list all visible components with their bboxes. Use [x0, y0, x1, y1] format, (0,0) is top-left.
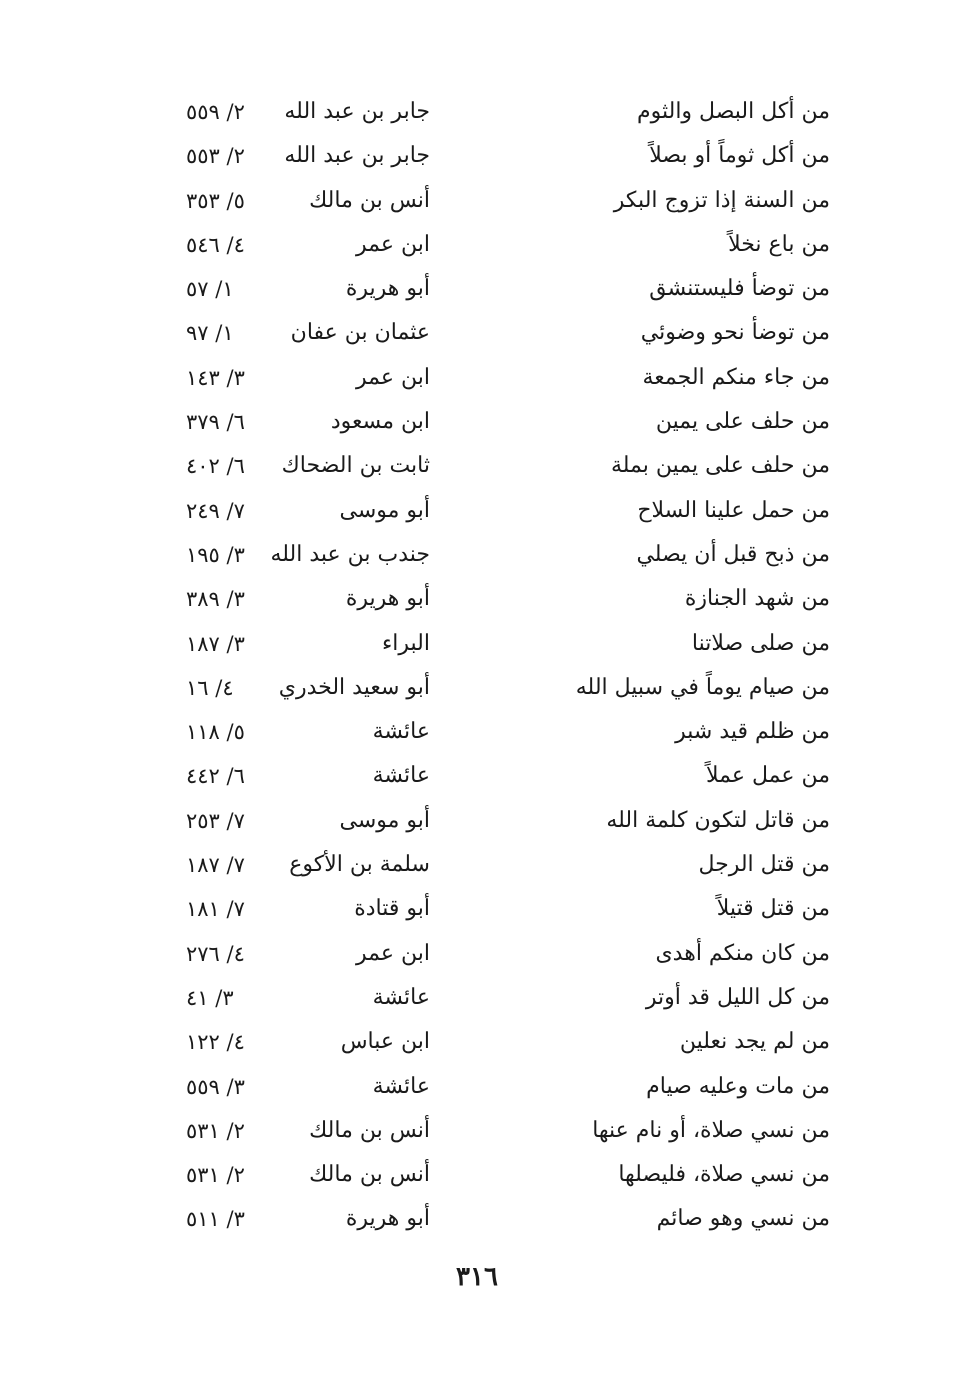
volume-page-ref: ٤/ ١٢٢	[186, 1030, 245, 1055]
narrator-name: أنس بن مالك	[309, 1117, 430, 1143]
hadith-text: من حلف على يمين بملة	[610, 453, 830, 479]
table-row	[0, 90, 954, 134]
table-row	[0, 976, 954, 1020]
narrator-name: أبو هريرة	[345, 1206, 430, 1232]
hadith-text: من نسي صلاة، فليصلها	[618, 1162, 830, 1188]
hadith-text: من صيام يوماً في سبيل الله	[575, 674, 830, 700]
table-row	[0, 799, 954, 843]
table-row	[0, 577, 954, 621]
hadith-text: من صلى صلاتنا	[691, 630, 830, 656]
volume-page-ref: ٢/ ٥٥٣	[186, 144, 245, 169]
narrator-name: عثمان بن عفان	[290, 320, 430, 346]
volume-page-ref: ٤/ ١٦	[186, 675, 234, 700]
table-row	[0, 223, 954, 267]
narrator-name: ابن عمر	[356, 364, 430, 390]
hadith-text: من عمل عملاً	[706, 763, 830, 789]
table-row	[0, 533, 954, 577]
hadith-text: من أكل ثوماً أو بصلاً	[649, 143, 830, 169]
narrator-name: أبو موسى	[339, 807, 430, 833]
hadith-text: من قاتل لتكون كلمة الله	[606, 807, 830, 833]
table-row	[0, 400, 954, 444]
narrator-name: عائشة	[372, 719, 430, 745]
table-row	[0, 887, 954, 931]
table-row	[0, 754, 954, 798]
hadith-text: من نسي صلاة، أو نام عنها	[592, 1117, 830, 1143]
hadith-text: من لم يجد نعلين	[679, 1029, 830, 1055]
narrator-name: أبو موسى	[339, 497, 430, 523]
hadith-text: من أكل البصل والثوم	[636, 99, 830, 124]
volume-page-ref: ٦/ ٣٧٩	[186, 410, 245, 435]
hadith-index-table	[0, 90, 954, 1242]
hadith-text: من جاء منكم الجمعة	[642, 364, 830, 390]
table-row	[0, 843, 954, 887]
volume-page-ref: ١/ ٩٧	[186, 321, 234, 346]
narrator-name: عائشة	[372, 1073, 430, 1099]
table-row	[0, 1197, 954, 1241]
narrator-name: أبو هريرة	[345, 276, 430, 302]
volume-page-ref: ٣/ ٥١١	[186, 1207, 245, 1232]
volume-page-ref: ٦/ ٤٠٢	[186, 454, 245, 479]
table-row	[0, 1109, 954, 1153]
volume-page-ref: ٣/ ١٤٣	[186, 365, 245, 390]
narrator-name: أنس بن مالك	[309, 187, 430, 213]
narrator-name: عائشة	[372, 984, 430, 1010]
hadith-text: من نسي وهو صائم	[656, 1206, 830, 1232]
table-row	[0, 134, 954, 178]
volume-page-ref: ٢/ ٥٥٩	[186, 100, 245, 124]
hadith-text: من توضأ نحو وضوئي	[640, 320, 830, 346]
table-row	[0, 1153, 954, 1197]
narrator-name: جندب بن عبد الله	[270, 541, 430, 567]
volume-page-ref: ١/ ٥٧	[186, 277, 234, 302]
narrator-name: جابر بن عبد الله	[284, 99, 430, 124]
volume-page-ref: ٣/ ١٩٥	[186, 542, 245, 567]
volume-page-ref: ٣/ ١٨٧	[186, 631, 245, 656]
hadith-text: من قتل الرجل	[698, 852, 830, 878]
narrator-name: جابر بن عبد الله	[284, 143, 430, 169]
table-row	[0, 666, 954, 710]
volume-page-ref: ٦/ ٤٤٢	[186, 764, 245, 789]
hadith-text: من كان منكم أهدى	[655, 940, 830, 966]
table-row	[0, 1065, 954, 1109]
hadith-text: من حمل علينا السلاح	[637, 497, 830, 523]
volume-page-ref: ٤/ ٢٧٦	[186, 941, 245, 966]
narrator-name: أبو قتادة	[354, 896, 430, 922]
hadith-text: من باع نخلاً	[728, 231, 830, 257]
volume-page-ref: ٥/ ٣٥٣	[186, 188, 245, 213]
volume-page-ref: ٤/ ٥٤٦	[186, 232, 245, 257]
volume-page-ref: ٧/ ١٨٧	[186, 853, 245, 878]
volume-page-ref: ٢/ ٥٣١	[186, 1163, 245, 1188]
hadith-text: من كل الليل قد أوتر	[645, 984, 830, 1010]
volume-page-ref: ٧/ ١٨١	[186, 897, 245, 922]
page-number: ٣١٦	[456, 1262, 498, 1292]
narrator-name: أبو سعيد الخدري	[278, 674, 430, 700]
narrator-name: أنس بن مالك	[309, 1162, 430, 1188]
table-row	[0, 311, 954, 355]
table-row	[0, 710, 954, 754]
hadith-text: من السنة إذا تزوج البكر	[613, 187, 830, 213]
narrator-name: عائشة	[372, 763, 430, 789]
volume-page-ref: ٧/ ٢٥٣	[186, 808, 245, 833]
narrator-name: ثابت بن الضحاك	[281, 453, 430, 479]
table-row	[0, 1020, 954, 1064]
table-row	[0, 444, 954, 488]
hadith-text: من توضأ فليستنشق	[649, 276, 830, 302]
narrator-name: ابن عمر	[356, 231, 430, 257]
table-row	[0, 356, 954, 400]
volume-page-ref: ٣/ ٤١	[186, 985, 234, 1010]
narrator-name: أبو هريرة	[345, 586, 430, 612]
hadith-text: من قتل قتيلاً	[716, 896, 830, 922]
volume-page-ref: ٧/ ٢٤٩	[186, 498, 245, 523]
hadith-text: من ظلم قيد شبر	[675, 719, 830, 745]
volume-page-ref: ٢/ ٥٣١	[186, 1118, 245, 1143]
hadith-text: من ذبح قبل أن يصلي	[636, 541, 830, 567]
volume-page-ref: ٣/ ٥٥٩	[186, 1074, 245, 1099]
table-row	[0, 622, 954, 666]
volume-page-ref: ٣/ ٣٨٩	[186, 587, 245, 612]
hadith-text: من مات وعليه صيام	[646, 1073, 830, 1099]
narrator-name: ابن عباس	[340, 1029, 430, 1055]
table-row	[0, 489, 954, 533]
volume-page-ref: ٥/ ١١٨	[186, 720, 245, 745]
narrator-name: ابن عمر	[356, 940, 430, 966]
hadith-text: من حلف على يمين	[655, 409, 830, 435]
narrator-name: سلمة بن الأكوع	[289, 852, 430, 878]
table-row	[0, 932, 954, 976]
table-row	[0, 267, 954, 311]
narrator-name: البراء	[381, 630, 430, 656]
hadith-text: من شهد الجنازة	[684, 586, 830, 612]
table-row	[0, 179, 954, 223]
narrator-name: ابن مسعود	[330, 409, 430, 435]
